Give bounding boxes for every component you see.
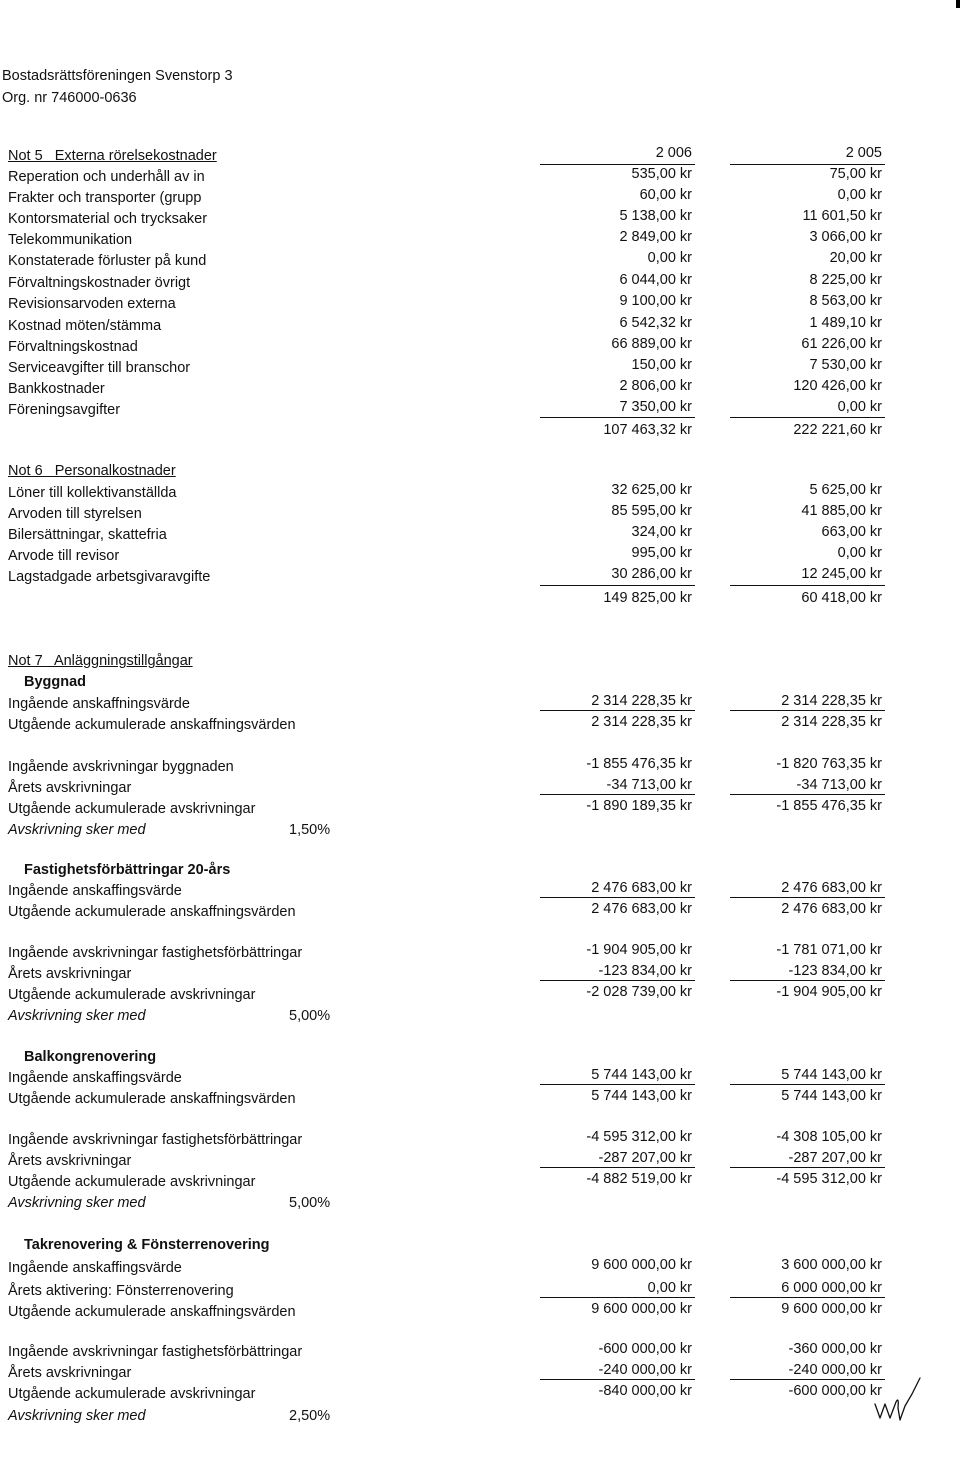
- note5-row-label: Föreningsavgifter: [8, 402, 121, 418]
- note5-row-label: Bankkostnader: [8, 381, 105, 397]
- asset-row-label: Utgående ackumulerade avskrivningar: [8, 1174, 256, 1190]
- note5-row-v2: 120 426,00 kr: [793, 378, 882, 394]
- section-rule: [730, 1084, 885, 1085]
- note6-sum-rule-1: [540, 585, 695, 586]
- asset-row-v2: 5 744 143,00 kr: [781, 1088, 882, 1104]
- note5-row-v1: 7 350,00 kr: [619, 399, 692, 415]
- section-heading: Fastighetsförbättringar 20-års: [24, 862, 231, 878]
- note5-row-v1: 6 044,00 kr: [619, 272, 692, 288]
- asset-row-label: Ingående anskaffingsvärde: [8, 1070, 182, 1086]
- section-rule: [730, 1297, 885, 1298]
- asset-row-v1: -240 000,00 kr: [598, 1362, 692, 1378]
- asset-row-label: Ingående anskaffningsvärde: [8, 696, 190, 712]
- depreciation-rate-label: Avskrivning sker med: [8, 822, 146, 838]
- depreciation-rate-label: Avskrivning sker med: [8, 1408, 146, 1424]
- asset-row-label: Ingående avskrivningar fastighetsförbättringar: [8, 945, 303, 961]
- note5-row-v2: 0,00 kr: [837, 399, 882, 415]
- note6-row-label: Arvode till revisor: [8, 548, 120, 564]
- asset-row-v1: -2 028 739,00 kr: [586, 984, 692, 1000]
- asset-row-v1: 2 476 683,00 kr: [591, 880, 692, 896]
- scan-corner-mark: [956, 0, 960, 8]
- asset-row-v1: -1 855 476,35 kr: [586, 756, 692, 772]
- note6-sum-rule-2: [730, 585, 885, 586]
- note5-row-v2: 7 530,00 kr: [809, 357, 882, 373]
- asset-row-label: Årets avskrivningar: [8, 780, 132, 796]
- note5-row-v1: 9 100,00 kr: [619, 293, 692, 309]
- note6-row-v1: 30 286,00 kr: [611, 566, 692, 582]
- note5-row-label: Förvaltningskostnad: [8, 339, 138, 355]
- asset-row-label: Årets avskrivningar: [8, 966, 132, 982]
- note6-row-v1: 995,00 kr: [631, 545, 692, 561]
- note6-row-v2: 41 885,00 kr: [801, 503, 882, 519]
- note5-row-v2: 8 225,00 kr: [809, 272, 882, 288]
- section-rule: [730, 710, 885, 711]
- asset-row-v1: -287 207,00 kr: [598, 1150, 692, 1166]
- asset-row-v1: 9 600 000,00 kr: [591, 1257, 692, 1273]
- note5-row-v2: 11 601,50 kr: [802, 208, 882, 224]
- asset-row-v2: -1 855 476,35 kr: [776, 798, 882, 814]
- depreciation-rate-label: Avskrivning sker med: [8, 1195, 146, 1211]
- note6-total-v1: 149 825,00 kr: [603, 590, 692, 606]
- note6-row-v2: 0,00 kr: [837, 545, 882, 561]
- section-rule: [540, 1379, 695, 1380]
- asset-row-label: Årets avskrivningar: [8, 1153, 132, 1169]
- asset-row-v1: -123 834,00 kr: [598, 963, 692, 979]
- section-rule: [730, 897, 885, 898]
- note5-row-label: Frakter och transporter (grupp: [8, 190, 202, 206]
- asset-row-v1: 0,00 kr: [647, 1280, 692, 1296]
- note5-row-label: Telekommunikation: [8, 232, 133, 248]
- note5-year1: 2 006: [655, 145, 692, 161]
- asset-row-v1: 2 314 228,35 kr: [591, 693, 692, 709]
- section-heading: Balkongrenovering: [24, 1049, 157, 1065]
- depreciation-rate: 5,00%: [289, 1008, 331, 1024]
- asset-row-v2: 5 744 143,00 kr: [781, 1067, 882, 1083]
- section-rule: [540, 710, 695, 711]
- note5-row-label: Serviceavgifter till branschor: [8, 360, 191, 376]
- asset-row-label: Årets aktivering: Fönsterrenovering: [8, 1283, 234, 1299]
- note6-row-label: Arvoden till styrelsen: [8, 506, 142, 522]
- note6-row-label: Bilersättningar, skattefria: [8, 527, 167, 543]
- section-rule: [540, 1084, 695, 1085]
- section-rule: [730, 1167, 885, 1168]
- note5-title: Not 5 Externa rörelsekostnader: [8, 148, 217, 164]
- asset-row-v2: 9 600 000,00 kr: [781, 1301, 882, 1317]
- note6-row-v1: 32 625,00 kr: [611, 482, 692, 498]
- asset-row-v2: 2 476 683,00 kr: [781, 880, 882, 896]
- note5-row-label: Konstaterade förluster på kund: [8, 253, 207, 269]
- asset-row-v2: -4 595 312,00 kr: [776, 1171, 882, 1187]
- asset-row-label: Utgående ackumulerade avskrivningar: [8, 801, 256, 817]
- note6-title: Not 6 Personalkostnader: [8, 463, 176, 479]
- section-rule: [540, 897, 695, 898]
- note5-row-v1: 535,00 kr: [631, 166, 692, 182]
- asset-row-v1: -1 904 905,00 kr: [586, 942, 692, 958]
- section-rule: [540, 1297, 695, 1298]
- note7-title: Not 7 Anläggningstillgångar: [8, 653, 193, 669]
- note5-row-v1: 2 806,00 kr: [619, 378, 692, 394]
- asset-row-label: Utgående ackumulerade anskaffningsvärden: [8, 1304, 296, 1320]
- asset-row-v1: 5 744 143,00 kr: [591, 1088, 692, 1104]
- asset-row-v1: -34 713,00 kr: [606, 777, 692, 793]
- asset-row-v2: -1 904 905,00 kr: [776, 984, 882, 1000]
- note6-row-label: Lagstadgade arbetsgivaravgifte: [8, 569, 211, 585]
- note6-total-v2: 60 418,00 kr: [801, 590, 882, 606]
- note5-row-v2: 0,00 kr: [837, 187, 882, 203]
- asset-row-v1: -4 595 312,00 kr: [586, 1129, 692, 1145]
- section-rule: [730, 980, 885, 981]
- note5-sum-rule-1: [540, 417, 695, 418]
- asset-row-label: Utgående ackumulerade avskrivningar: [8, 987, 256, 1003]
- asset-row-v2: 3 600 000,00 kr: [781, 1257, 882, 1273]
- asset-row-label: Årets avskrivningar: [8, 1365, 132, 1381]
- depreciation-rate: 2,50%: [289, 1408, 331, 1424]
- note6-row-v2: 663,00 kr: [821, 524, 882, 540]
- note5-row-label: Reperation och underhåll av in: [8, 169, 205, 185]
- note5-row-v1: 150,00 kr: [631, 357, 692, 373]
- asset-row-v1: -600 000,00 kr: [598, 1341, 692, 1357]
- asset-row-v2: 2 314 228,35 kr: [781, 714, 882, 730]
- asset-row-v1: -840 000,00 kr: [598, 1383, 692, 1399]
- asset-row-v2: 2 314 228,35 kr: [781, 693, 882, 709]
- depreciation-rate: 1,50%: [289, 822, 331, 838]
- section-rule: [730, 794, 885, 795]
- asset-row-v2: -600 000,00 kr: [788, 1383, 882, 1399]
- asset-row-v2: -360 000,00 kr: [788, 1341, 882, 1357]
- asset-row-label: Ingående anskaffingsvärde: [8, 883, 182, 899]
- note5-row-v2: 20,00 kr: [829, 250, 882, 266]
- note5-row-v2: 1 489,10 kr: [809, 315, 882, 331]
- asset-row-v2: -1 820 763,35 kr: [776, 756, 882, 772]
- note5-row-label: Kontorsmaterial och trycksaker: [8, 211, 208, 227]
- note5-row-v1: 66 889,00 kr: [611, 336, 692, 352]
- note5-total-v1: 107 463,32 kr: [603, 422, 692, 438]
- section-rule: [540, 980, 695, 981]
- asset-row-v1: 5 744 143,00 kr: [591, 1067, 692, 1083]
- note5-row-label: Revisionsarvoden externa: [8, 296, 176, 312]
- asset-row-label: Ingående avskrivningar fastighetsförbättringar: [8, 1132, 303, 1148]
- asset-row-v1: 2 314 228,35 kr: [591, 714, 692, 730]
- section-rule: [730, 1379, 885, 1380]
- asset-row-v1: 2 476 683,00 kr: [591, 901, 692, 917]
- note6-row-v1: 324,00 kr: [631, 524, 692, 540]
- note5-row-v1: 6 542,32 kr: [619, 315, 692, 331]
- note6-row-label: Löner till kollektivanställda: [8, 485, 177, 501]
- note5-row-v2: 8 563,00 kr: [809, 293, 882, 309]
- depreciation-rate: 5,00%: [289, 1195, 331, 1211]
- asset-row-v2: -1 781 071,00 kr: [776, 942, 882, 958]
- asset-row-v2: -123 834,00 kr: [788, 963, 882, 979]
- section-rule: [540, 1167, 695, 1168]
- section-heading: Takrenovering & Fönsterrenovering: [24, 1237, 270, 1253]
- depreciation-rate-label: Avskrivning sker med: [8, 1008, 146, 1024]
- note5-row-v2: 75,00 kr: [829, 166, 882, 182]
- section-rule: [540, 794, 695, 795]
- section-heading: Byggnad: [24, 674, 87, 690]
- asset-row-label: Ingående avskrivningar byggnaden: [8, 759, 234, 775]
- asset-row-label: Utgående ackumulerade anskaffningsvärden: [8, 1091, 296, 1107]
- note5-row-label: Förvaltningskostnader övrigt: [8, 275, 191, 291]
- asset-row-v1: 9 600 000,00 kr: [591, 1301, 692, 1317]
- note5-row-v1: 2 849,00 kr: [619, 229, 692, 245]
- asset-row-v2: 6 000 000,00 kr: [781, 1280, 882, 1296]
- asset-row-v1: -1 890 189,35 kr: [586, 798, 692, 814]
- asset-row-v2: -287 207,00 kr: [788, 1150, 882, 1166]
- note6-row-v1: 85 595,00 kr: [611, 503, 692, 519]
- asset-row-v2: -4 308 105,00 kr: [776, 1129, 882, 1145]
- asset-row-label: Utgående ackumulerade anskaffningsvärden: [8, 717, 296, 733]
- note5-row-v1: 60,00 kr: [639, 187, 692, 203]
- note5-year2: 2 005: [845, 145, 882, 161]
- note5-row-v2: 61 226,00 kr: [801, 336, 882, 352]
- asset-row-v1: -4 882 519,00 kr: [586, 1171, 692, 1187]
- asset-row-v2: -34 713,00 kr: [796, 777, 882, 793]
- note5-row-v1: 0,00 kr: [647, 250, 692, 266]
- asset-row-v2: -240 000,00 kr: [788, 1362, 882, 1378]
- org-name: Bostadsrättsföreningen Svenstorp 3: [2, 68, 233, 84]
- asset-row-v2: 2 476 683,00 kr: [781, 901, 882, 917]
- note5-total-v2: 222 221,60 kr: [793, 422, 882, 438]
- handwritten-initials: [872, 1374, 924, 1424]
- note5-row-v2: 3 066,00 kr: [809, 229, 882, 245]
- asset-row-label: Ingående anskaffingsvärde: [8, 1260, 182, 1276]
- asset-row-label: Utgående ackumulerade avskrivningar: [8, 1386, 256, 1402]
- note5-row-v1: 5 138,00 kr: [619, 208, 692, 224]
- note5-row-label: Kostnad möten/stämma: [8, 318, 162, 334]
- asset-row-label: Utgående ackumulerade anskaffningsvärden: [8, 904, 296, 920]
- note5-sum-rule-2: [730, 417, 885, 418]
- note6-row-v2: 5 625,00 kr: [809, 482, 882, 498]
- asset-row-label: Ingående avskrivningar fastighetsförbättringar: [8, 1344, 303, 1360]
- org-number: Org. nr 746000-0636: [2, 90, 137, 106]
- note6-row-v2: 12 245,00 kr: [801, 566, 882, 582]
